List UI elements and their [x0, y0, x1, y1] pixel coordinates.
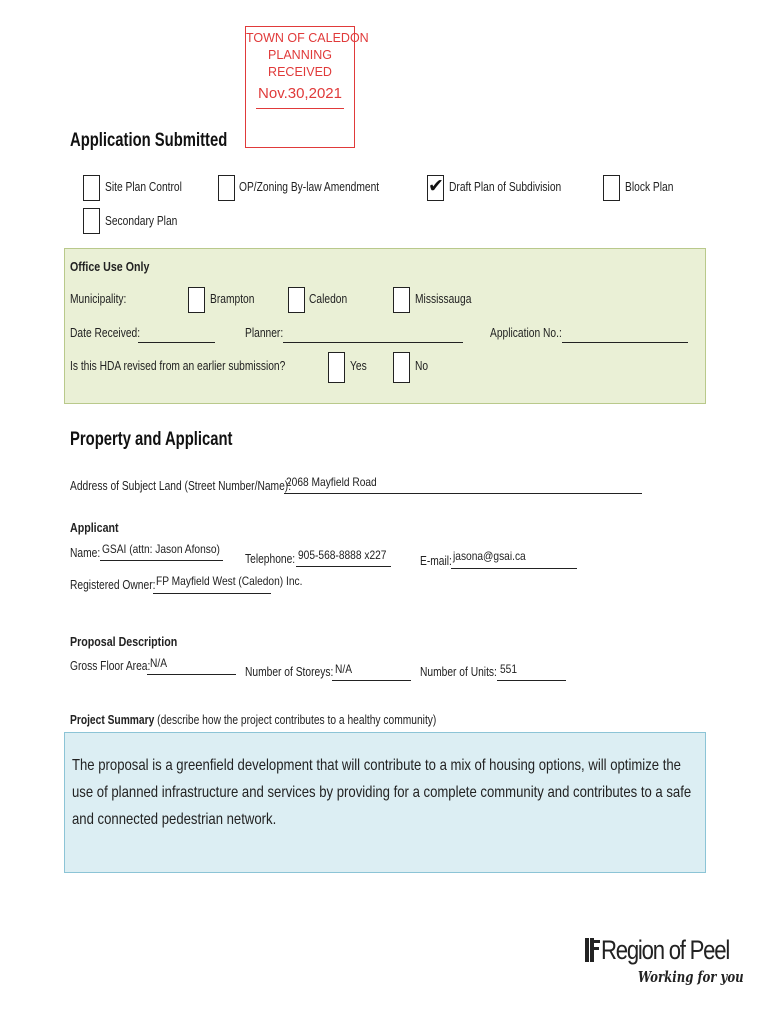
- telephone-label: Telephone:: [245, 552, 296, 566]
- address-field[interactable]: [284, 493, 642, 494]
- gfa-label: Gross Floor Area:: [70, 659, 151, 673]
- name-value: GSAI (attn: Jason Afonso): [102, 542, 220, 556]
- stamp-rule: [256, 108, 344, 109]
- site-plan-label: Site Plan Control: [105, 180, 182, 194]
- units-value: 551: [500, 662, 518, 676]
- stamp-line1: TOWN OF CALEDON: [246, 31, 369, 45]
- hda-yes-label: Yes: [350, 359, 367, 373]
- op-zoning-label: OP/Zoning By-law Amendment: [239, 180, 380, 194]
- project-summary-text: The proposal is a greenfield development that will contribute to a mix of housing options, will optimize the use of planned infrastructure and services by providing for a complete community and contributes to a safe and connected pedestrian network.: [72, 757, 692, 828]
- secondary-plan-label: Secondary Plan: [105, 214, 178, 228]
- hda-no-label: No: [415, 359, 429, 373]
- telephone-field[interactable]: [296, 566, 391, 567]
- mississauga-checkbox[interactable]: [393, 287, 410, 313]
- telephone-value: 905-568-8888 x227: [298, 548, 387, 562]
- email-field[interactable]: [451, 568, 577, 569]
- region-of-peel-icon: [585, 938, 601, 962]
- name-field[interactable]: [100, 560, 223, 561]
- date-received-field[interactable]: [138, 342, 215, 343]
- block-plan-label: Block Plan: [625, 180, 674, 194]
- received-stamp: [245, 26, 369, 148]
- storeys-field[interactable]: [332, 680, 411, 681]
- stamp-date: Nov.30,2021: [258, 85, 342, 102]
- name-label: Name:: [70, 546, 101, 560]
- application-heading: Application Submitted: [70, 130, 228, 151]
- planner-label: Planner:: [245, 326, 284, 340]
- mississauga-label: Mississauga: [415, 292, 472, 306]
- logo-name: Region of Peel: [601, 935, 730, 965]
- brampton-checkbox[interactable]: [188, 287, 205, 313]
- hda-question: Is this HDA revised from an earlier submission?: [70, 359, 286, 373]
- summary-label: [70, 713, 436, 727]
- hda-yes-checkbox[interactable]: [328, 352, 345, 383]
- email-value: jasona@gsai.ca: [453, 549, 526, 563]
- block-plan-checkbox[interactable]: [603, 175, 620, 201]
- hda-no-checkbox[interactable]: [393, 352, 410, 383]
- summary-label-bold: Project Summary: [70, 713, 155, 727]
- brampton-label: Brampton: [210, 292, 255, 306]
- storeys-label: Number of Storeys:: [245, 665, 334, 679]
- secondary-plan-checkbox[interactable]: [83, 208, 100, 234]
- owner-field[interactable]: [153, 593, 271, 594]
- owner-value: FP Mayfield West (Caledon) Inc.: [156, 574, 303, 588]
- planner-field[interactable]: [283, 342, 463, 343]
- applicant-title: Applicant: [70, 520, 119, 535]
- office-use-title: Office Use Only: [70, 259, 150, 274]
- units-label: Number of Units:: [420, 665, 497, 679]
- email-label: E-mail:: [420, 554, 452, 568]
- draft-plan-checkbox[interactable]: [427, 175, 444, 201]
- address-value: 2068 Mayfield Road: [286, 475, 377, 489]
- site-plan-checkbox[interactable]: [83, 175, 100, 201]
- storeys-value: N/A: [335, 662, 353, 676]
- date-received-label: Date Received:: [70, 326, 141, 340]
- gfa-value: N/A: [150, 656, 168, 670]
- caledon-checkbox[interactable]: [288, 287, 305, 313]
- check-mark-icon: ✔: [428, 176, 444, 197]
- gfa-field[interactable]: [147, 674, 236, 675]
- municipality-label: Municipality:: [70, 292, 127, 306]
- summary-label-rest: (describe how the project contributes to a healthy community): [154, 713, 437, 727]
- units-field[interactable]: [497, 680, 566, 681]
- logo-tagline: Working for you: [638, 968, 744, 986]
- op-zoning-checkbox[interactable]: [218, 175, 235, 201]
- stamp-line3: RECEIVED: [268, 65, 332, 79]
- address-label: Address of Subject Land (Street Number/Name):: [70, 479, 292, 493]
- caledon-label: Caledon: [309, 292, 348, 306]
- stamp-line2: PLANNING: [268, 48, 332, 62]
- proposal-title: Proposal Description: [70, 634, 178, 649]
- property-heading: Property and Applicant: [70, 429, 233, 450]
- office-use-panel: [64, 248, 706, 404]
- application-no-field[interactable]: [562, 342, 688, 343]
- application-no-label: Application No.:: [490, 326, 562, 340]
- draft-plan-label: Draft Plan of Subdivision: [449, 180, 562, 194]
- owner-label: Registered Owner:: [70, 578, 156, 592]
